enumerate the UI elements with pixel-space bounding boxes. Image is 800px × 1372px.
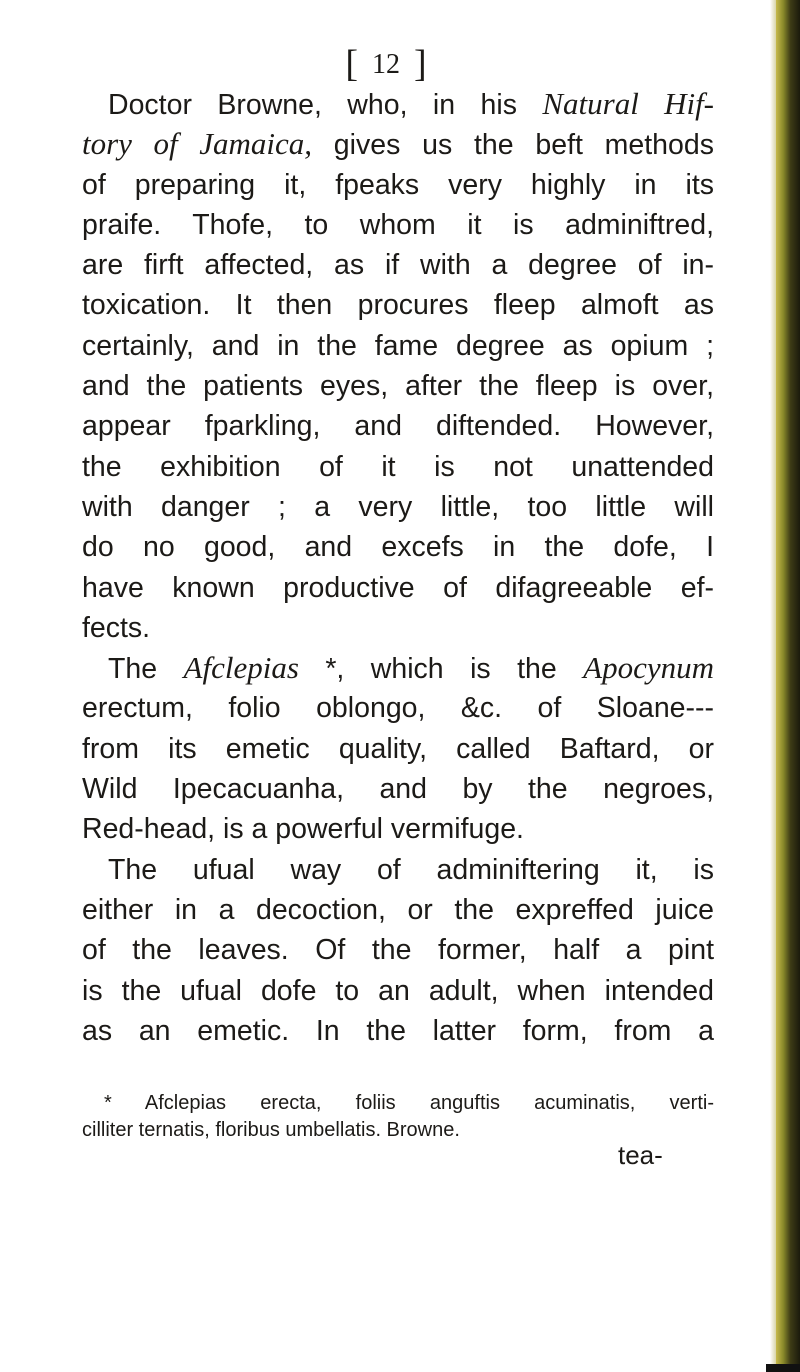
text-line: fects. bbox=[82, 611, 151, 644]
italic-title: Natural Hif- bbox=[542, 86, 715, 121]
footnote bbox=[82, 1090, 714, 1144]
right-bracket: ] bbox=[414, 43, 427, 85]
text-line: the exhibition of it is not unattended bbox=[82, 450, 714, 483]
italic-term: Apocynum bbox=[583, 650, 714, 686]
text-line: are firft affected, as if with a degree of in- bbox=[82, 249, 714, 282]
text-line: praife. Thofe, to whom it is adminiftred, bbox=[82, 208, 714, 241]
italic-term: Afclepias bbox=[183, 650, 299, 686]
page-number: 12 bbox=[372, 49, 400, 80]
text-line: of preparing it, fpeaks very highly in its bbox=[82, 168, 714, 201]
page-header bbox=[0, 42, 786, 87]
catchword: tea- bbox=[618, 1140, 663, 1170]
text-line: tory of Jamaica, gives us the beft methods bbox=[82, 126, 714, 162]
text-line: erectum, folio oblongo, &c. of Sloane--- bbox=[82, 692, 714, 725]
text-line: with danger ; a very little, too little will bbox=[82, 490, 714, 523]
text-line: The Afclepias *, which is the Apocynum bbox=[108, 650, 714, 686]
text-line: of the leaves. Of the former, half a pint bbox=[82, 934, 714, 967]
text-line: is the ufual dofe to an adult, when intended bbox=[82, 974, 714, 1007]
corner-mark bbox=[766, 1364, 800, 1372]
text-line: Red-head, is a powerful vermifuge. bbox=[82, 813, 524, 846]
page-edge-shadow bbox=[776, 0, 800, 1372]
left-bracket: [ bbox=[345, 43, 358, 85]
text-line: either in a decoction, or the expreffed juice bbox=[82, 893, 714, 926]
text-line: certainly, and in the fame degree as opium ; bbox=[82, 329, 714, 362]
text-line: appear fparkling, and diftended. However, bbox=[82, 410, 714, 443]
footnote-line: * Afclepias erecta, foliis anguftis acuminatis, verti- bbox=[104, 1092, 714, 1114]
text-line: from its emetic quality, called Baftard, or bbox=[82, 732, 714, 765]
footnote-line: cilliter ternatis, floribus umbellatis. Browne. bbox=[82, 1119, 460, 1141]
text-line: The ufual way of adminiftering it, is bbox=[108, 853, 714, 886]
text-line: Wild Ipecacuanha, and by the negroes, bbox=[82, 773, 714, 806]
text-line: do no good, and excefs in the dofe, I bbox=[82, 531, 714, 564]
text-line: and the patients eyes, after the fleep is over, bbox=[82, 370, 714, 403]
body-text bbox=[82, 84, 714, 1051]
text-line: toxication. It then procures fleep almoft as bbox=[82, 289, 714, 322]
text-line: Doctor Browne, who, in his Natural Hif- bbox=[108, 86, 715, 121]
text-line: have known productive of difagreeable ef- bbox=[82, 571, 714, 604]
text-line: as an emetic. In the latter form, from a bbox=[82, 1014, 714, 1047]
italic-title: tory of Jamaica, bbox=[82, 126, 313, 162]
